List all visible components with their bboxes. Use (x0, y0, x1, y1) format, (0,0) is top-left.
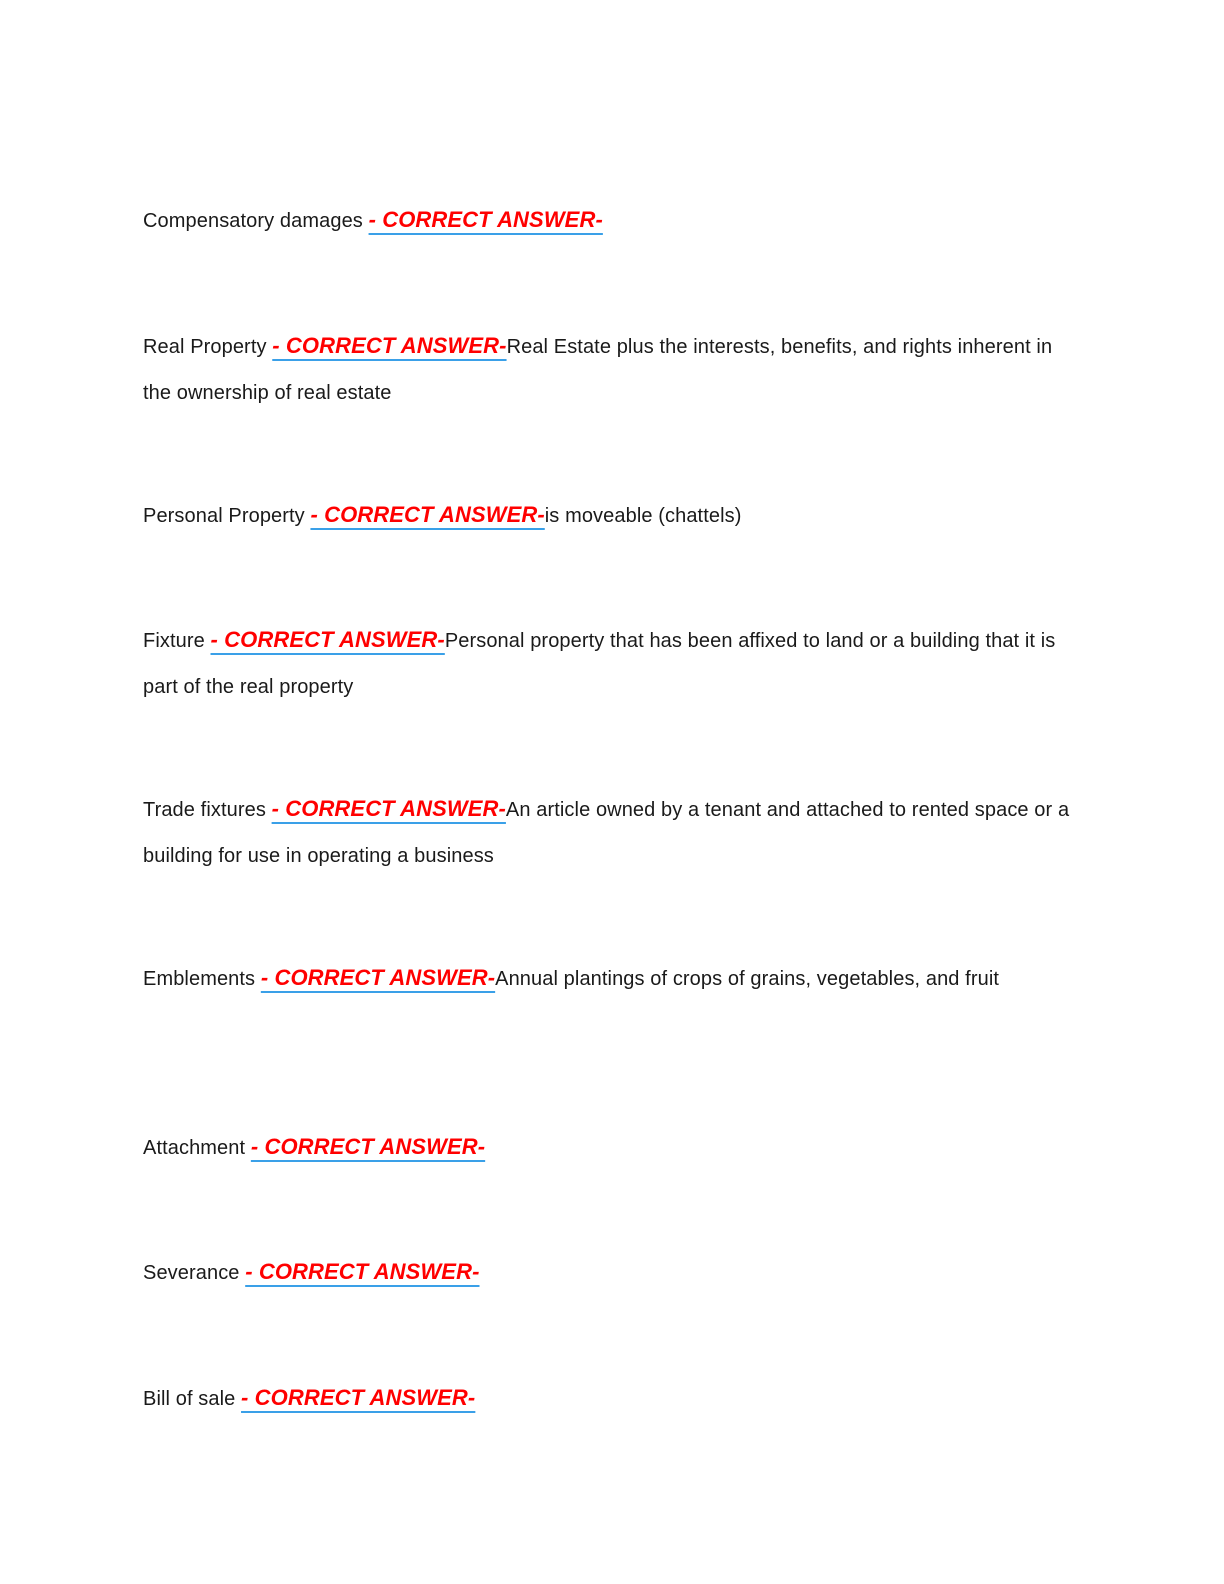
entry-real-property (143, 323, 1083, 416)
entry-fixture (143, 617, 1083, 710)
correct-answer-tag: - CORRECT ANSWER- (250, 1134, 486, 1159)
term: Personal Property (143, 505, 305, 527)
entry-emblements (143, 955, 1083, 1002)
correct-answer-tag: - CORRECT ANSWER- (241, 1385, 476, 1410)
correct-answer-tag: - CORRECT ANSWER- (368, 207, 603, 232)
definition: Annual plantings of crops of grains, vegetables, and fruit (495, 968, 1000, 990)
correct-answer-tag: - CORRECT ANSWER- (310, 502, 545, 527)
entry-personal-property (143, 492, 1083, 539)
term: Compensatory damages (143, 210, 363, 232)
entry-compensatory-damages (143, 197, 1083, 244)
definition: Personal property that has been affixed to land or a building that it is part of the real property (143, 630, 1056, 698)
definition: Real Estate plus the interests, benefits, and rights inherent in the ownership of real estate (143, 336, 1053, 404)
term: Bill of sale (143, 1388, 236, 1410)
term: Trade fixtures (143, 799, 266, 821)
term: Fixture (143, 630, 205, 652)
correct-answer-tag: - CORRECT ANSWER- (272, 333, 507, 358)
definition: An article owned by a tenant and attached to rented space or a building for use in operating a business (143, 799, 1070, 867)
term: Real Property (143, 336, 267, 358)
correct-answer-tag: - CORRECT ANSWER- (210, 627, 445, 652)
entry-bill-of-sale (143, 1375, 1083, 1422)
correct-answer-tag: - CORRECT ANSWER- (245, 1259, 480, 1284)
term: Attachment (143, 1137, 246, 1159)
entry-attachment (143, 1124, 1083, 1171)
entry-severance (143, 1249, 1083, 1296)
entry-trade-fixtures (143, 786, 1083, 879)
term: Emblements (143, 968, 256, 990)
term: Severance (143, 1262, 240, 1284)
definition: is moveable (chattels) (544, 505, 742, 527)
correct-answer-tag: - CORRECT ANSWER- (271, 796, 506, 821)
correct-answer-tag: - CORRECT ANSWER- (260, 965, 496, 990)
